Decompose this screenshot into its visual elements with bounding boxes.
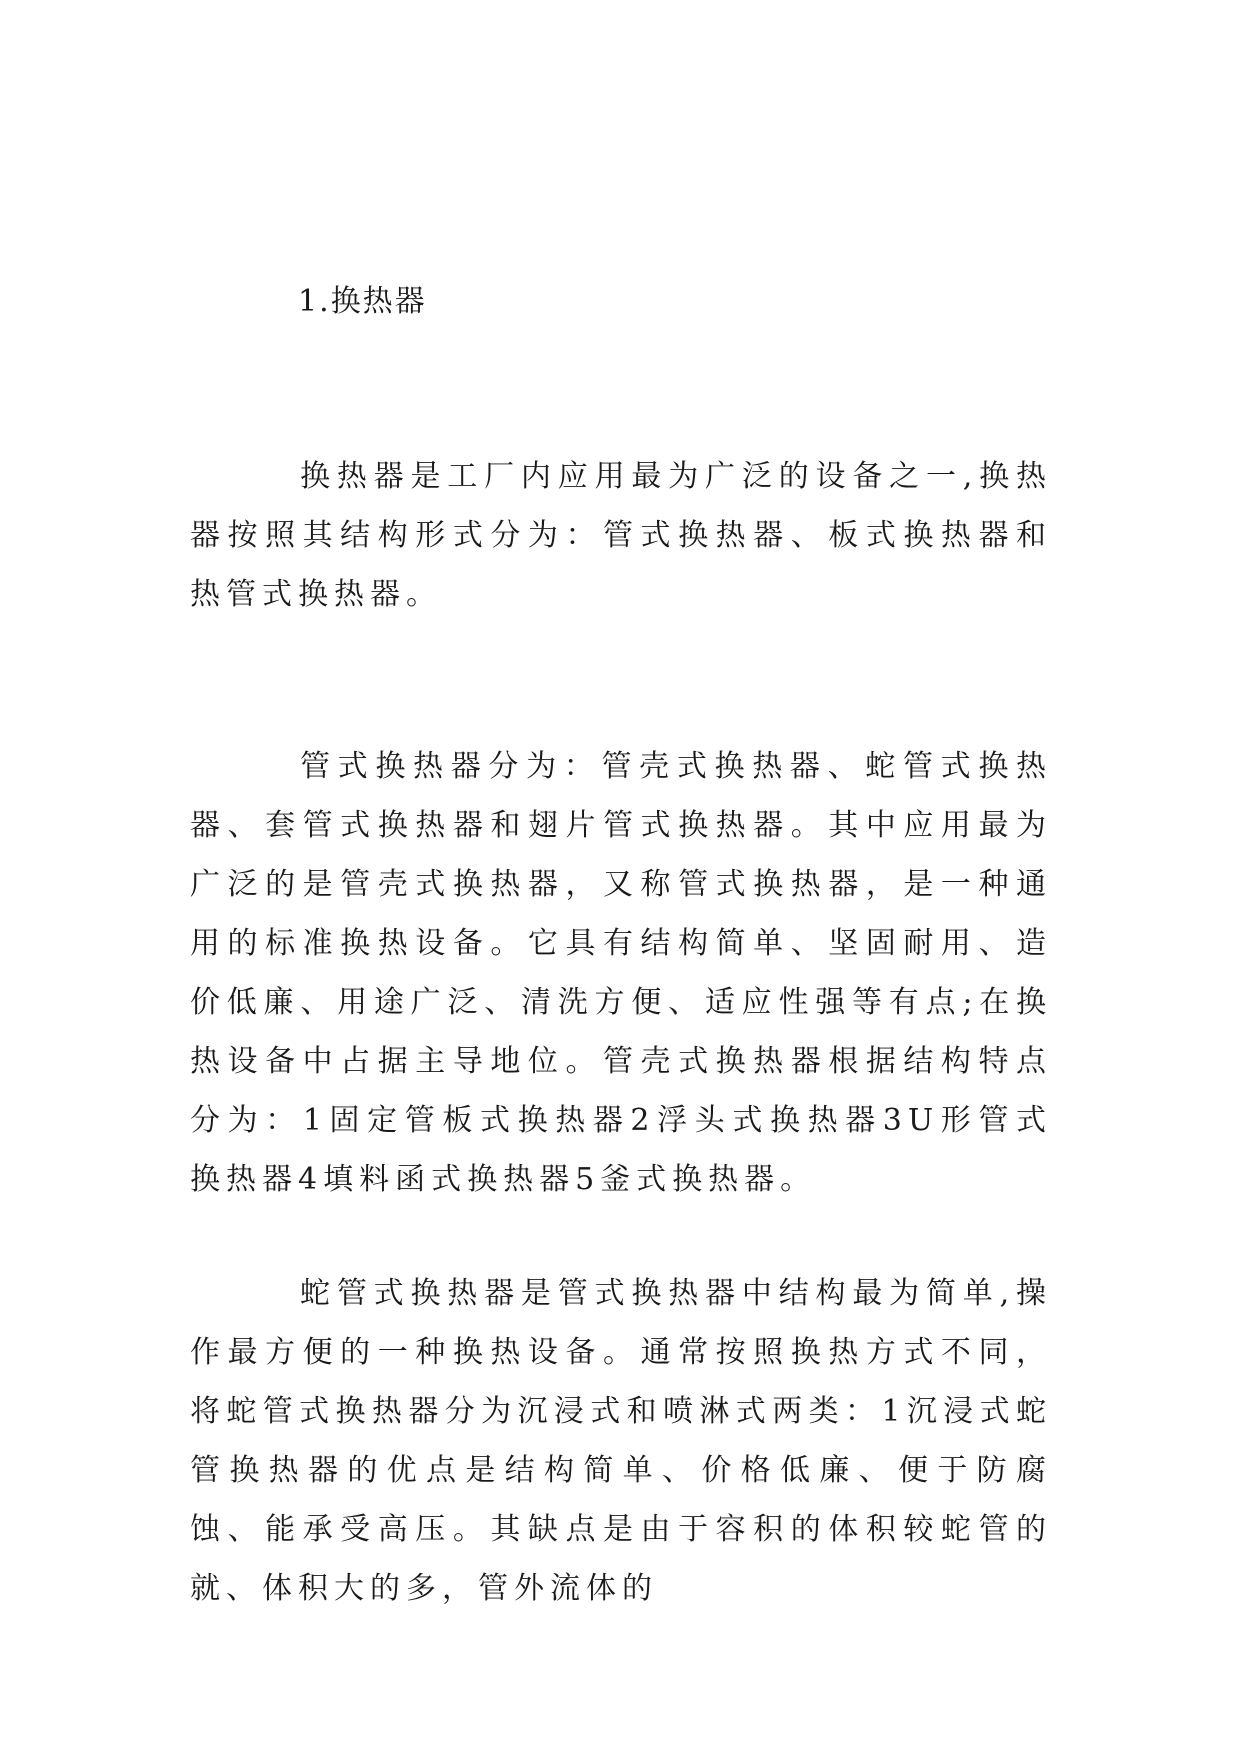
section-heading: 1.换热器 (298, 284, 427, 319)
paragraph-coil-exchangers: 蛇管式换热器是管式换热器中结构最为简单,操作最方便的一种换热设备。通常按照换热方式不同，将蛇管式换热器分为沉浸式和喷淋式两类：1沉浸式蛇管换热器的优点是结构简单、价格低廉、便于防腐蚀、能承受高压。其缺点是由于容积的体积较蛇管的就、体积大的多，管外流体的 (190, 1276, 1052, 1606)
paragraph-intro: 换热器是工厂内应用最为广泛的设备之一,换热器按照其结构形式分为：管式换热器、板式换热器和热管式换热器。 (190, 459, 1052, 612)
paragraph-tube-exchangers: 管式换热器分为：管壳式换热器、蛇管式换热器、套管式换热器和翅片管式换热器。其中应用最为广泛的是管壳式换热器，又称管式换热器，是一种通用的标准换热设备。它具有结构简单、坚固耐用、造价低廉、用途广泛、清洗方便、适应性强等有点;在换热设备中占据主导地位。管壳式换热器根据结构特点分为：1固定管板式换热器2浮头式换热器3U形管式换热器4填料函式换热器5釜式换热器。 (190, 749, 1052, 1197)
